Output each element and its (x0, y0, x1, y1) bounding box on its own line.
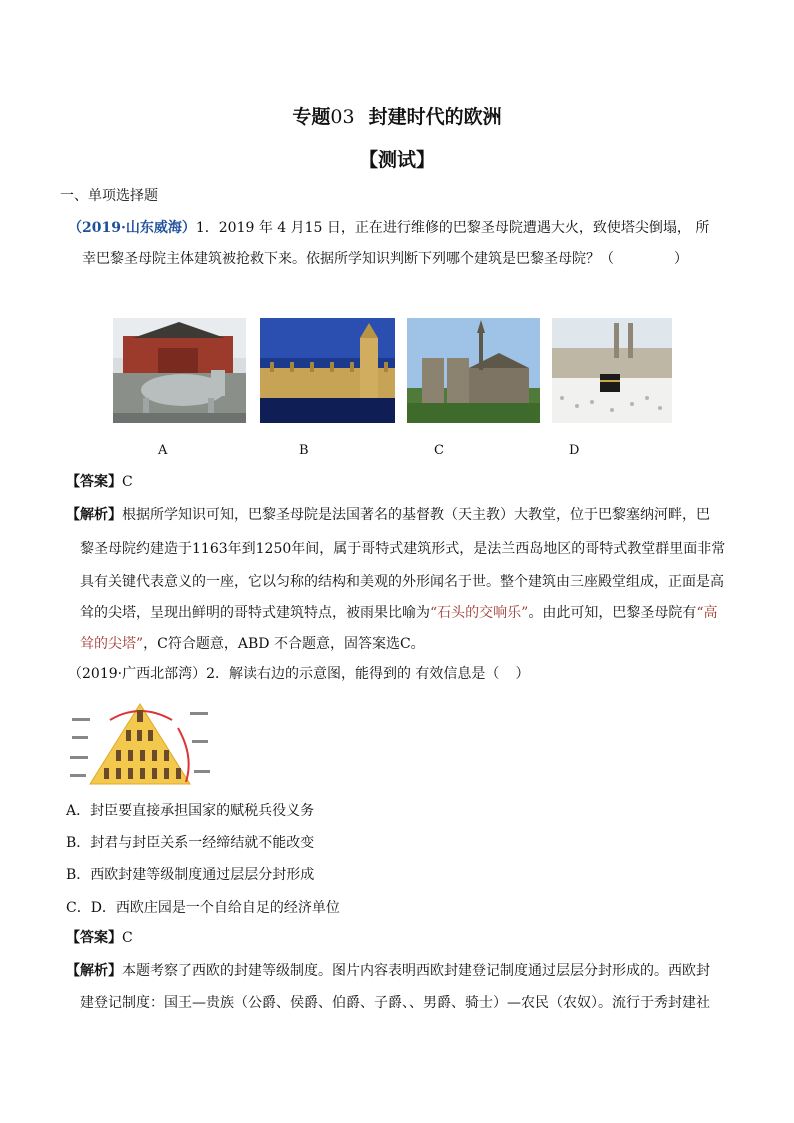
option-a-label: A (158, 443, 168, 458)
q2-stem: （2019·广西北部湾）2．解读右边的示意图，能得到的 有效信息是（ ） (68, 666, 530, 682)
option-b-label: B (299, 443, 309, 458)
q2-option-c: B．西欧封建等级制度通过层层分封形成 (66, 867, 315, 883)
q2-analysis-line2: 建登记制度：国王—贵族（公爵、侯爵、伯爵、子爵、、男爵、骑士）—农民（农奴）。流行于秀封建社 (80, 995, 710, 1011)
option-d-image (552, 318, 672, 423)
q2-option-d: C．D．西欧庄园是一个自给自足的经济单位 (66, 900, 340, 916)
page-subtitle: 【测试】 (358, 149, 435, 171)
q1-analysis-line3: 具有关键代表意义的一座，它以匀称的结构和美观的外形闻名于世。整个建筑由三座殿堂组成，正面是高 (80, 574, 724, 590)
option-b-image (260, 318, 395, 423)
q1-analysis-line1: 【解析】根据所学知识可知，巴黎圣母院是法国著名的基督教（天主教）大教堂，位于巴黎塞纳河畔，巴 (66, 507, 710, 523)
q1-line1: （2019·山东威海）1．2019 年 4 月15 日，正在进行维修的巴黎圣母院遭遇大火，致使塔尖倒塌， 所 (68, 220, 710, 236)
q1-analysis-line4: 耸的尖塔，呈现出鲜明的哥特式建筑特点，被雨果比喻为“石头的交响乐”。由此可知，巴黎圣母院有“高 (80, 605, 718, 621)
option-a-image (113, 318, 246, 423)
q1-analysis-line2: 黎圣母院约建造于1163年到1250年间，属于哥特式建筑形式，是法兰西岛地区的哥特式教堂群里面非常 (80, 541, 726, 557)
option-c-image (407, 318, 540, 423)
q2-analysis-line1: 【解析】本题考察了西欧的封建等级制度。图片内容表明西欧封建登记制度通过层层分封形成的。西欧封 (66, 963, 710, 979)
q2-option-b: B．封君与封臣关系一经缔结就不能改变 (66, 835, 315, 851)
page-title: 专题03 封建时代的欧洲 (292, 106, 502, 128)
option-d-label: D (569, 443, 580, 458)
q1-source: （2019·山东威海） (68, 220, 196, 236)
q1-answer: 【答案】C (66, 474, 133, 490)
q2-answer: 【答案】C (66, 930, 133, 946)
feudal-pyramid-image (68, 700, 213, 788)
option-c-label: C (434, 443, 444, 458)
q2-option-a: A．封臣要直接承担国家的赋税兵役义务 (66, 803, 315, 819)
q1-analysis-line5: 耸的尖塔”，C符合题意，ABD 不合题意，固答案选C。 (80, 636, 425, 652)
q1-line2: 幸巴黎圣母院主体建筑被抢救下来。依据所学知识判断下列哪个建筑是巴黎圣母院？（ ） (82, 251, 688, 267)
section-heading: 一、单项选择题 (60, 188, 158, 204)
